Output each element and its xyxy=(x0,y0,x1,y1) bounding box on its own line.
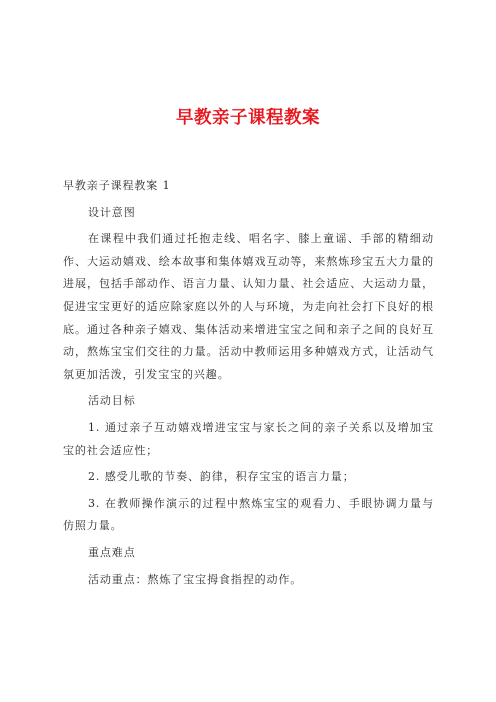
document-body xyxy=(63,175,434,595)
goal-item-1: 1. 通过亲子互动嬉戏增进宝宝与家长之间的亲子关系以及增加宝宝的社会适应性； xyxy=(63,420,434,457)
document-title: 早教亲子课程教案 xyxy=(176,108,320,128)
goal-item-3: 3. 在教师操作演示的过程中熬炼宝宝的观看力、手眼协调力量与仿照力量。 xyxy=(63,496,434,533)
goal-item-2: 2. 感受儿歌的节奏、韵律，积存宝宝的语言力量； xyxy=(88,470,355,484)
goals-heading: 活动目标 xyxy=(88,394,136,408)
key-point: 活动重点：熬炼了宝宝拇食指捏的动作。 xyxy=(88,572,303,586)
design-heading: 设计意图 xyxy=(88,205,136,219)
section-title: 早教亲子课程教案 1 xyxy=(63,179,171,192)
design-paragraph: 在课程中我们通过托抱走线、唱名字、膝上童谣、手部的精细动作、大运动嬉戏、绘本故事和集体嬉戏互动等，来熬炼珍宝五大力量的进展，包括手部动作、语言力量、认知力量、社会适应、大运动力量，促进宝宝更好的适应除家庭以外的人与环境，为走向社会打下良好的根底。通过各种亲子嬉戏、集体活动来增进宝宝之间和亲子之间的良好互动，熬炼宝宝们交往的力量。活动中教师运用多种嬉戏方式，让活动气氛更加活泼，引发宝宝的兴趣。 xyxy=(63,232,434,381)
key-heading: 重点难点 xyxy=(88,545,136,559)
